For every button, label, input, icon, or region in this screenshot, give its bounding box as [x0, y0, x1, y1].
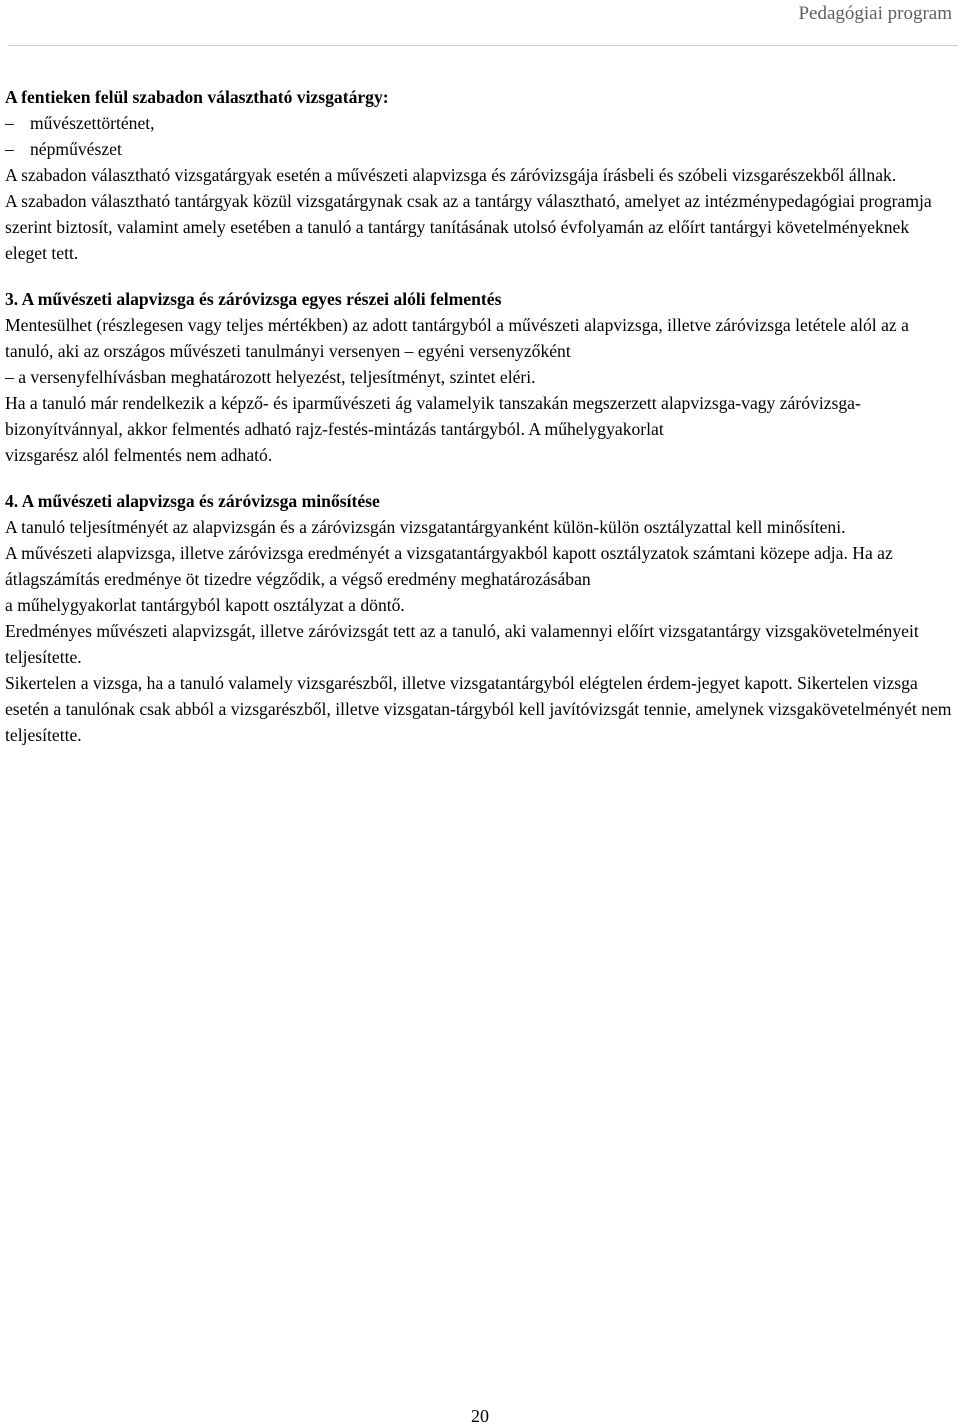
list-item: [5, 110, 955, 136]
spacer: [5, 468, 955, 488]
header-divider: [8, 45, 958, 46]
dash-bullet: –: [5, 113, 14, 133]
page-number: 20: [471, 1406, 489, 1426]
intro-heading: A fentieken felül szabadon választható vizsgatárgy:: [5, 87, 389, 107]
section-4-paragraph: A művészeti alapvizsga, illetve záróvizsga eredményét a vizsgatantárgyakból kapott osztályzatok számtani közepe adja. Ha az átlagszámítás eredménye öt tizedre végződik, a végső eredmény meghatározásában: [5, 543, 893, 589]
header-title: Pedagógiai program: [798, 3, 952, 24]
spacer: [5, 266, 955, 286]
intro-paragraph: A szabadon választható vizsgatárgyak esetén a művészeti alapvizsga és záróvizsgája írásbeli és szóbeli vizsgarészekből állnak.: [5, 165, 897, 185]
section-4-paragraph: Sikertelen a vizsga, ha a tanuló valamely vizsgarészből, illetve vizsgatantárgyból elégtelen érdem-jegyet kapott. Sikertelen vizsga esetén a tanulónak csak abból a vizsgarészből, illetve vizsgatan-tárgyból kell javítóvizsgát tennie, amelynek vizsgakövetelményét nem teljesítette.: [5, 673, 952, 745]
section-4-paragraph: a műhelygyakorlat tantárgyból kapott osztályzat a döntő.: [5, 595, 405, 615]
section-3-paragraph: – a versenyfelhívásban meghatározott helyezést, teljesítményt, szintet eléri.: [5, 367, 536, 387]
page-header: [0, 0, 960, 50]
section-3-paragraph: Mentesülhet (részlegesen vagy teljes mértékben) az adott tantárgyból a művészeti alapvizsga, illetve záróvizsga letétele alól az a tanuló, aki az országos művészeti tanulmányi versenyen – egyéni versenyzőként: [5, 315, 909, 361]
section-4-paragraph: Eredményes művészeti alapvizsgát, illetve záróvizsgát tett az a tanuló, aki valamennyi előírt vizsgatantárgy vizsgakövetelményeit teljesítette.: [5, 621, 919, 667]
list-item-text: népművészet: [30, 139, 122, 159]
section-3-paragraph: vizsgarész alól felmentés nem adható.: [5, 445, 273, 465]
section-4-heading: 4. A művészeti alapvizsga és záróvizsga minősítése: [5, 491, 380, 511]
list-item: [5, 136, 955, 162]
dash-bullet: –: [5, 139, 14, 159]
intro-paragraph: A szabadon választható tantárgyak közül vizsgatárgynak csak az a tantárgy választható, amelyet az intézménypedagógiai programja szerint biztosít, valamint amely esetében a tanuló a tantárgy tanításának utolsó évfolyamán az előírt tantárgyi követelményeknek eleget tett.: [5, 191, 932, 263]
section-4-paragraph: A tanuló teljesítményét az alapvizsgán és a záróvizsgán vizsgatantárgyanként külön-külön osztályzattal kell minősíteni.: [5, 517, 846, 537]
document-body: [5, 84, 955, 748]
section-3-heading: 3. A művészeti alapvizsga és záróvizsga egyes részei alóli felmentés: [5, 289, 502, 309]
list-item-text: művészettörténet,: [30, 113, 155, 133]
section-3-paragraph: Ha a tanuló már rendelkezik a képző- és iparművészeti ág valamelyik tanszakán megszerzett alapvizsga-vagy záróvizsga-bizonyítvánnyal, akkor felmentés adható rajz-festés-mintázás tantárgyból. A műhelygyakorlat: [5, 393, 861, 439]
